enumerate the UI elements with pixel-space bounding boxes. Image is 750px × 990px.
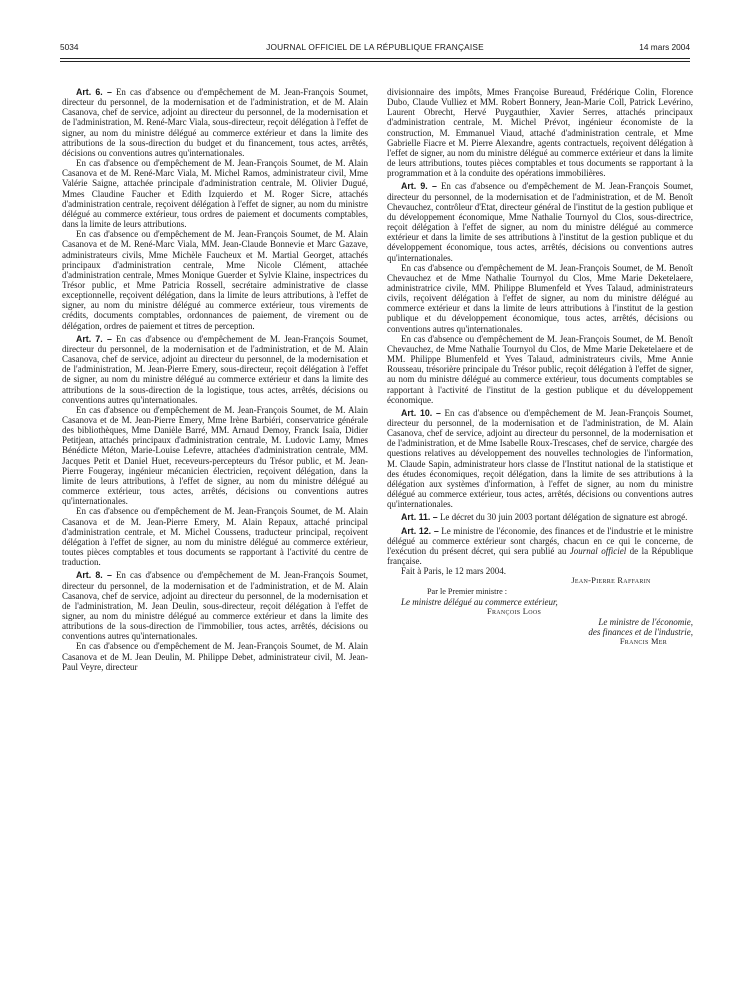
journal-title: JOURNAL OFFICIEL DE LA RÉPUBLIQUE FRANÇAISE <box>266 42 484 52</box>
signature-loos: François Loos <box>487 606 542 616</box>
header-rule <box>60 58 690 59</box>
paragraph: En cas d'absence ou d'empêchement de M. Jean-François Soumet, de M. Alain Casanova et de M. Jean Deulin, M. Philippe Debet, administrateur civil, M. Jean-Paul Veyre, directeur <box>62 641 368 672</box>
left-column <box>62 87 368 672</box>
article-12 <box>387 526 693 567</box>
minister-commerce-title: Le ministre délégué au commerce extérieur, <box>401 596 558 607</box>
paragraph: En cas d'absence ou d'empêchement de M. Jean-François Soumet, de M. Benoît Chevauchez, de Mme Nathalie Tournyol du Clos, de Mme Marie Deketelaere et de MM. Philippe Blumenfeld et Yves Talaud, administrateurs civils, Mme Annie Rousseau, trésorière principale du Trésor public, reçoit délégation à l'effet de signer, au nom du ministre délégué au commerce extérieur, tous documents comptables se rapportant à l'activité de l'institut de la gestion publique et du développement économique. <box>387 333 693 405</box>
paragraph: En cas d'absence ou d'empêchement de M. Jean-François Soumet, de M. Alain Casanova et de M. René-Marc Viala, MM. Jean-Claude Bonnevie et Marc Gazave, administrateurs civils, Mme Michèle Faucheux et M. Martial Georget, attachés principaux d'administration centrale, Mme Nicole Clément, attachée d'administration centrale, Mmes Monique Guerder et Sylvie Klaine, inspectrices du Trésor public, et Mme Patricia Rossell, secrétaire administrative de classe exceptionnelle, reçoivent délégation, dans la limite de leurs attributions, à l'effet de signer, au nom du ministre délégué au commerce extérieur, tous virements de crédits, documents comptables, ordonnances de paiement, de virement ou de délégation, ordres de paiement et titres de perception. <box>62 229 368 331</box>
paragraph-text: Le ministre de l'économie, des finances et de l'industrie et le ministre délégué au commerce extérieur sont chargés, chacun en ce qui le concerne, de l'exécution du présent décret, qui sera publié au <box>387 525 693 556</box>
issue-date: 14 mars 2004 <box>639 42 690 52</box>
article-label: Art. 6. – <box>76 87 112 97</box>
article-label: Art. 7. – <box>76 333 112 344</box>
paragraph: En cas d'absence ou d'empêchement de M. Jean-François Soumet, de M. Alain Casanova et de M. Jean-Pierre Emery, Mme Irène Barbiéri, conservatrice générale des bibliothèques, Mme Danièle Barré, MM. Arnaud Demoy, Franck Isaïa, Didier Petitjean, attachés principaux d'administration centrale, M. Ludovic Lamy, Mmes Bénédicte Méton, Marie-Louise Lefevre, attachées d'administration centrale, MM. Jacques Petit et Daniel Huet, receveurs-percepteurs du Trésor public, et M. Jean-Pierre Fougeray, ingénieur mécanicien électricien, reçoivent délégation, dans la limite de leurs attributions, à l'effet de signer, au nom du ministre délégué au commerce extérieur, tous actes, arrêtés, décisions ou conventions autres qu'internationales. <box>62 404 368 507</box>
minister-economy-title-1: Le ministre de l'économie, <box>598 616 693 627</box>
article-7 <box>62 334 368 405</box>
paragraph-continued: divisionnaire des impôts, Mmes Françoise Bureaud, Frédérique Colin, Florence Dubo, Claude Vulliez et MM. Robert Bonnery, Jean-Marie Coll, Patrick Levérino, Laurent Obrecht, Hervé Puygauthier, Xavier Serres, attachés principaux d'administration centrale, M. Michel Prévot, ingénieur économiste de la construction, M. Emmanuel Viaud, attaché d'administration centrale, et Mme Gabrielle Fiacre et M. Pierre Alexandre, agents contractuels, reçoivent délégation à l'effet de signer, au nom du ministre délégué au commerce extérieur et dans la limite de leurs attributions, toutes pièces comptables et tous documents se rapportant à la programmation et à la conduite des opérations immobilières. <box>387 87 693 179</box>
paragraph-text: En cas d'absence ou d'empêchement de M. Jean-François Soumet, directeur du personnel, de la modernisation et de l'administration, et de M. Benoît Chevauchez, contrôleur d'Etat, directeur général de l'institut de la gestion publique et du développement économique, Mme Nathalie Tournyol du Clos, sous-directrice, reçoit délégation à l'effet de signer, au nom du ministre délégué au commerce extérieur et dans la limite de ses attributions à l'institut de la gestion publique et du développement économique, tous actes, arrêtés, décisions ou conventions autres qu'internationales. <box>387 181 694 263</box>
paragraph-text: Le décret du 30 juin 2003 portant délégation de signature est abrogé. <box>439 512 688 523</box>
journal-officiel-italic: Journal officiel <box>569 545 627 556</box>
article-10 <box>387 408 693 510</box>
paragraph-text: En cas d'absence ou d'empêchement de M. Jean-François Soumet, directeur du personnel, de la modernisation et de l'administration, et de M. Alain Casanova, chef de service, adjoint au directeur du personnel, de la modernisation et de l'administration, M. Jean Deulin, sous-directeur, reçoit délégation à l'effet de signer, au nom du ministre délégué au commerce extérieur et dans la limite des attributions de la sous-direction de l'immobilier, tous actes, arrêtés, décisions ou conventions autres qu'internationales. <box>62 570 369 642</box>
minister-economy-title-2: des finances et de l'industrie, <box>588 627 693 638</box>
article-11 <box>387 512 693 522</box>
header-rule-double <box>60 61 690 62</box>
article-label: Art. 12. – <box>401 525 439 536</box>
article-9 <box>387 181 693 262</box>
paragraph: En cas d'absence ou d'empêchement de M. Jean-François Soumet, de M. Alain Casanova et de M. René-Marc Viala, M. Michel Ramos, administrateur civil, Mme Valérie Saigne, attachée principale d'administration centrale, M. Olivier Dugué, Mmes Claudine Faucher et Edith Izquierdo et M. Roger Sicre, attachés d'administration centrale, reçoivent délégation à l'effet de signer, au nom du ministre délégué au commerce extérieur, tous ordres de paiement et documents comptables, dans la limite de leurs attributions. <box>62 158 368 230</box>
paragraph-text: En cas d'absence ou d'empêchement de M. Jean-François Soumet, directeur du personnel, de la modernisation et de l'administration, et de M. Alain Casanova, chef de service, adjoint au directeur du personnel, de la modernisation et de l'administration, M. Jean-Pierre Emery, sous-directeur, reçoit délégation à l'effet de signer, au nom du ministre délégué au commerce extérieur et dans la limite des attributions de la sous-direction de la logistique, tous actes, arrêtés, décisions ou conventions autres qu'internationales. <box>62 333 369 405</box>
signature-mer: Francis Mer <box>619 637 667 647</box>
paragraph: En cas d'absence ou d'empêchement de M. Jean-François Soumet, de M. Benoît Chevauchez et de Mme Nathalie Tournyol du Clos, Mme Marie Deketelaere, administratrice civile, MM. Philippe Blumenfeld et Yves Talaud, administrateurs civils, reçoivent délégation à l'effet de signer, au nom du ministre délégué au commerce extérieur et dans la limite de leurs attributions à l'institut de la gestion publique et du développement économique, tous actes, arrêtés, décisions ou conventions autres qu'internationales. <box>387 262 693 334</box>
article-label: Art. 9. – <box>401 181 437 192</box>
paragraph-text: En cas d'absence ou d'empêchement de M. Jean-François Soumet, directeur du personnel, de la modernisation et de l'administration, de M. Alain Casanova, chef de service, adjoint au directeur du personnel, de la modernisation et de l'administration, et de Mme Isabelle Roux-Trescases, chef de service, chargée des questions relatives au développement des nouvelles technologies de l'information, M. Claude Sapin, administrateur hors classe de l'Institut national de la statistique et des études économiques, reçoit délégation, dans la limite de ses attributions à la délégation aux systèmes d'information, à l'effet de signer, au nom du ministre délégué au commerce extérieur, tous actes, arrêtés, décisions ou conventions autres qu'internationales. <box>387 407 693 510</box>
article-label: Art. 8. – <box>76 570 112 581</box>
right-column <box>387 87 693 647</box>
article-label: Art. 11. – <box>401 512 438 523</box>
par-premier-ministre: Par le Premier ministre : <box>427 586 508 596</box>
page-header <box>60 42 690 56</box>
page-number: 5034 <box>60 42 79 52</box>
paragraph-text: de la République française. <box>387 545 694 567</box>
signature-date: Fait à Paris, le 12 mars 2004. <box>401 566 506 577</box>
article-8 <box>62 570 368 641</box>
paragraph-text: En cas d'absence ou d'empêchement de M. Jean-François Soumet, directeur du personnel, de la modernisation et de l'administration, et de M. Alain Casanova, chef de service, adjoint au directeur du personnel, de la modernisation et de l'administration, M. René-Marc Viala, sous-directeur, reçoit délégation à l'effet de signer, au nom du ministre délégué au commerce extérieur et dans la limite des attributions de la sous-direction du budget et du financement, tous actes, arrêtés, décisions ou conventions autres qu'internationales. <box>62 87 369 158</box>
paragraph: En cas d'absence ou d'empêchement de M. Jean-François Soumet, de M. Alain Casanova et de M. Jean-Pierre Emery, M. Alain Repaux, attaché principal d'administration centrale, et M. Michel Coussens, traducteur principal, reçoivent délégation à l'effet de signer, au nom du ministre délégué au commerce extérieur, toutes pièces comptables et tous documents se rapportant à l'activité du centre de traduction. <box>62 506 368 568</box>
signature-prime-minister: Jean-Pierre Raffarin <box>571 576 651 586</box>
article-label: Art. 10. – <box>401 407 441 418</box>
article-6 <box>62 87 368 158</box>
